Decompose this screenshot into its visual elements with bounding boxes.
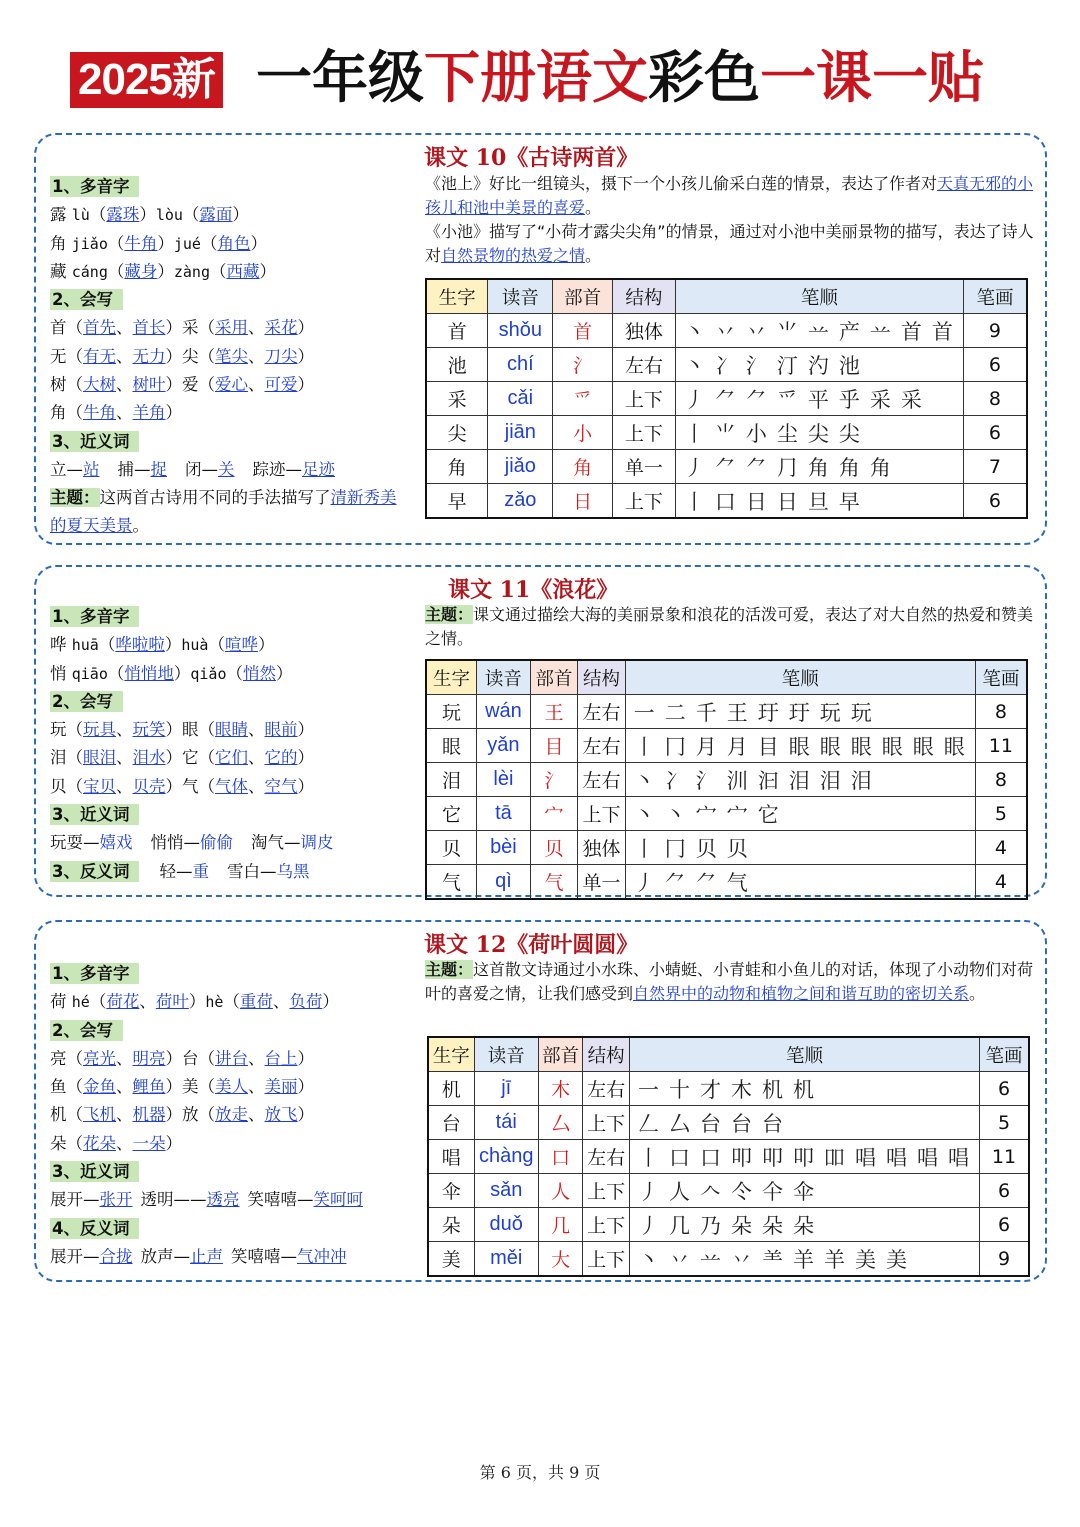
stroke-count-cell: 7 xyxy=(963,450,1027,484)
pinyin-cell: jī xyxy=(474,1072,538,1106)
char-cell: 采 xyxy=(426,382,488,416)
antonym-pair: 放声— xyxy=(140,1246,190,1266)
table-row xyxy=(426,831,1027,865)
structure-cell: 单一 xyxy=(612,450,675,484)
pinyin-cell: shǒu xyxy=(488,314,553,348)
pinyin-cell: měi xyxy=(474,1242,538,1277)
char-cell: 气 xyxy=(426,865,477,900)
stroke-count-cell: 6 xyxy=(980,1174,1029,1208)
stroke-count-cell: 6 xyxy=(963,348,1027,382)
lesson-11-char-table xyxy=(425,659,1028,900)
radical-cell: 几 xyxy=(538,1208,582,1242)
table-header-cell: 部首 xyxy=(538,1037,582,1072)
radical-cell: 大 xyxy=(538,1242,582,1277)
synonym-pair: 捕— xyxy=(117,459,151,479)
stroke-count-cell: 4 xyxy=(975,865,1027,900)
stroke-order-cell: 丶冫氵汌汩泪泪泪 xyxy=(625,763,975,797)
radical-cell: 角 xyxy=(553,450,612,484)
radical-cell: 首 xyxy=(553,314,612,348)
char-cell: 朵 xyxy=(428,1208,474,1242)
lesson-10-polyphone-row: 藏 cáng（藏身）zàng（西藏） xyxy=(50,261,276,281)
lesson-10-title: 课文 10《古诗两首》 xyxy=(424,145,639,171)
char-cell: 美 xyxy=(428,1242,474,1277)
stroke-count-cell: 9 xyxy=(963,314,1027,348)
stroke-order-cell: 丶丷丷⺌䒑产䒑首首 xyxy=(675,314,963,348)
table-row xyxy=(428,1208,1029,1242)
table-row xyxy=(428,1140,1029,1174)
table-header-cell: 部首 xyxy=(530,660,577,695)
stroke-count-cell: 4 xyxy=(975,831,1027,865)
table-header-cell: 结构 xyxy=(612,279,675,314)
table-row xyxy=(428,1174,1029,1208)
lesson-12-char-table xyxy=(427,1036,1030,1277)
synonym-pair: 闭— xyxy=(185,459,218,479)
table-header-cell: 生字 xyxy=(428,1037,474,1072)
table-row xyxy=(426,416,1027,450)
lesson-11-polyphone-row: 悄 qiāo（悄悄地）qiǎo（悄然） xyxy=(50,663,293,683)
table-row xyxy=(426,797,1027,831)
pinyin-cell: duǒ xyxy=(474,1208,538,1242)
structure-cell: 独体 xyxy=(578,831,625,865)
stroke-count-cell: 5 xyxy=(980,1106,1029,1140)
pinyin-cell: jiǎo xyxy=(488,450,553,484)
radical-cell: 王 xyxy=(530,695,577,729)
structure-cell: 左右 xyxy=(612,348,675,382)
antonym-pair: 雪白— xyxy=(226,861,277,881)
synonym-pair: 展开— xyxy=(50,1190,100,1210)
radical-cell: 贝 xyxy=(530,831,577,865)
lesson-10-write-row: 首（首先、首长）采（采用、采花） xyxy=(50,318,314,338)
char-cell: 池 xyxy=(426,348,488,382)
stroke-count-cell: 6 xyxy=(980,1072,1029,1106)
pinyin-cell: qì xyxy=(477,865,531,900)
radical-cell: 人 xyxy=(538,1174,582,1208)
synonym-pair: 笑嘻嘻— xyxy=(247,1190,314,1210)
char-cell: 玩 xyxy=(426,695,477,729)
stroke-order-cell: 一十才木机机 xyxy=(630,1072,980,1106)
radical-cell: 氵 xyxy=(553,348,612,382)
char-cell: 泪 xyxy=(426,763,477,797)
structure-cell: 上下 xyxy=(578,797,625,831)
stroke-count-cell: 9 xyxy=(980,1242,1029,1277)
antonym-pair: 笑嘻嘻— xyxy=(231,1246,297,1266)
stroke-count-cell: 11 xyxy=(980,1140,1029,1174)
radical-cell: 目 xyxy=(530,729,577,763)
table-row xyxy=(428,1072,1029,1106)
structure-cell: 左右 xyxy=(583,1072,630,1106)
lesson-11-title: 课文 11《浪花》 xyxy=(448,577,619,603)
stroke-count-cell: 6 xyxy=(980,1208,1029,1242)
stroke-order-cell: 丶丶宀宀它 xyxy=(625,797,975,831)
table-header-cell: 结构 xyxy=(578,660,625,695)
char-cell: 角 xyxy=(426,450,488,484)
char-cell: 尖 xyxy=(426,416,488,450)
radical-cell: 木 xyxy=(538,1072,582,1106)
stroke-order-cell: 丨冂贝贝 xyxy=(625,831,975,865)
lesson-12-write-row: 机（飞机、机器）放（放走、放飞） xyxy=(50,1105,314,1125)
lesson-10-theme: 主题：这两首古诗用不同的手法描写了清新秀美的夏天美景。 xyxy=(50,488,397,536)
table-row xyxy=(426,484,1027,519)
stroke-order-cell: 丿⺈⺈爫平乎采采 xyxy=(675,382,963,416)
lesson-11-section xyxy=(34,565,1047,897)
pinyin-cell: tā xyxy=(477,797,531,831)
table-header-cell: 部首 xyxy=(553,279,612,314)
lesson-10-notes: 1、多音字 露 lù（露珠）lòu（露面） 角 jiǎo（牛角）jué（角色） 藏 cáng（藏身）zàng（西藏） 2、会写 首（首先、首长）采（采用、采花） 无（有无、无力）尖（笔尖、刀尖） 树（大树、树叶）爱（爱心、可爱） 角（牛角、羊角） 3、近义词 立—站 捕—捉 闭—关 踪迹—足迹 主题：这两首古诗用不同的手法描写了清新秀美的夏天美景。 xyxy=(50,173,405,540)
stroke-order-cell: 一二千王玗玗玩玩 xyxy=(625,695,975,729)
page-header xyxy=(0,38,1080,118)
char-cell: 早 xyxy=(426,484,488,519)
stroke-order-cell: 丿⺈⺈⺆角角角 xyxy=(675,450,963,484)
table-header-cell: 笔顺 xyxy=(630,1037,980,1072)
stroke-order-cell: 𠃋厶台台台 xyxy=(630,1106,980,1140)
char-cell: 贝 xyxy=(426,831,477,865)
synonym-pair: 立— xyxy=(50,459,83,479)
structure-cell: 上下 xyxy=(612,416,675,450)
table-row xyxy=(428,1106,1029,1140)
structure-cell: 上下 xyxy=(583,1242,630,1277)
structure-cell: 单一 xyxy=(578,865,625,900)
char-cell: 它 xyxy=(426,797,477,831)
stroke-order-cell: 丨冂月月目眼眼眼眼眼眼 xyxy=(625,729,975,763)
lesson-10-char-table xyxy=(425,278,1028,519)
structure-cell: 上下 xyxy=(583,1106,630,1140)
pinyin-cell: chí xyxy=(488,348,553,382)
synonym-pair: 踪迹— xyxy=(252,459,302,479)
table-header-cell: 读音 xyxy=(488,279,553,314)
structure-cell: 左右 xyxy=(578,695,625,729)
char-cell: 台 xyxy=(428,1106,474,1140)
pinyin-cell: bèi xyxy=(477,831,531,865)
lesson-12-write-row: 鱼（金鱼、鲤鱼）美（美人、美丽） xyxy=(50,1077,314,1097)
lesson-10-polyphone-row: 角 jiǎo（牛角）jué（角色） xyxy=(50,233,267,253)
pinyin-cell: cǎi xyxy=(488,382,553,416)
structure-cell: 上下 xyxy=(583,1208,630,1242)
synonym-pair: 透明—— xyxy=(140,1190,207,1210)
radical-cell: 日 xyxy=(553,484,612,519)
char-cell: 唱 xyxy=(428,1140,474,1174)
structure-cell: 左右 xyxy=(578,729,625,763)
stroke-count-cell: 6 xyxy=(963,484,1027,519)
pinyin-cell: lèi xyxy=(477,763,531,797)
stroke-count-cell: 6 xyxy=(963,416,1027,450)
lesson-11-write-row: 泪（眼泪、泪水）它（它们、它的） xyxy=(50,748,314,768)
page-footer: 第 6 页，共 9 页 xyxy=(479,1463,601,1482)
pinyin-cell: sǎn xyxy=(474,1174,538,1208)
char-cell: 机 xyxy=(428,1072,474,1106)
synonym-pair: 悄悄— xyxy=(150,833,200,853)
radical-cell: 小 xyxy=(553,416,612,450)
lesson-11-write-row: 贝（宝贝、贝壳）气（气体、空气） xyxy=(50,776,314,796)
pinyin-cell: zǎo xyxy=(488,484,553,519)
table-header-cell: 笔画 xyxy=(975,660,1027,695)
structure-cell: 上下 xyxy=(612,484,675,519)
lesson-10-polyphone-row: 露 lù（露珠）lòu（露面） xyxy=(50,205,249,225)
synonym-pair: 淘气— xyxy=(251,833,301,853)
lesson-12-write-row: 亮（亮光、明亮）台（讲台、台上） xyxy=(50,1048,314,1068)
lesson-10-write-row: 角（牛角、羊角） xyxy=(50,403,182,423)
structure-cell: 左右 xyxy=(583,1140,630,1174)
stroke-count-cell: 11 xyxy=(975,729,1027,763)
lesson-10-write-row: 无（有无、无力）尖（笔尖、刀尖） xyxy=(50,346,314,366)
radical-cell: 宀 xyxy=(530,797,577,831)
stroke-order-cell: 丿人𠆢仒仐伞 xyxy=(630,1174,980,1208)
char-cell: 首 xyxy=(426,314,488,348)
table-header-cell: 笔顺 xyxy=(625,660,975,695)
lesson-11-theme: 主题：课文通过描绘大海的美丽景象和浪花的活泼可爱，表达了对大自然的热爱和赞美之情。 xyxy=(425,605,1034,648)
table-row xyxy=(426,865,1027,900)
stroke-order-cell: 丿⺈⺈气 xyxy=(625,865,975,900)
lesson-12-notes: 1、多音字 荷 hé（荷花、荷叶）hè（重荷、负荷） 2、会写 亮（亮光、明亮）台（讲台、台上） 鱼（金鱼、鲤鱼）美（美人、美丽） 机（飞机、机器）放（放走、放飞） 朵（花朵、一朵） 3、近义词 展开—张开 透明——透亮 笑嘻嘻—笑呵呵 4、反义词 展开—合拢 放声—止声 笑嘻嘻—气冲冲 xyxy=(50,964,363,1266)
stroke-count-cell: 5 xyxy=(975,797,1027,831)
lesson-12-theme: 主题：这首散文诗通过小水珠、小蜻蜓、小青蛙和小鱼儿的对话，体现了小动物们对荷叶的喜爱之情，让我们感受到自然界中的动物和植物之间和谐互助的密切关系。 xyxy=(425,960,1034,1003)
table-header-cell: 笔顺 xyxy=(675,279,963,314)
lesson-11-polyphone-row: 哗 huā（哗啦啦）huà（喧哗） xyxy=(50,635,275,655)
stroke-order-cell: 丿几乃朵朵朵 xyxy=(630,1208,980,1242)
pinyin-cell: tái xyxy=(474,1106,538,1140)
lesson-11-write-row: 玩（玩具、玩笑）眼（眼睛、眼前） xyxy=(50,720,314,740)
lesson-10-intro: 《池上》好比一组镜头，摄下一个小孩儿偷采白莲的情景，表达了作者对天真无邪的小孩儿和池中美景的喜爱。 《小池》描写了“小荷才露尖尖角”的情景，通过对小池中美丽景物的描写，表达了诗人对自然景物的热爱之情。 xyxy=(425,174,1034,265)
antonym-pair: 轻— xyxy=(159,861,193,881)
table-row xyxy=(426,763,1027,797)
table-header-cell: 读音 xyxy=(477,660,531,695)
antonym-pair: 展开— xyxy=(50,1246,100,1266)
table-header-cell: 生字 xyxy=(426,279,488,314)
radical-cell: 爫 xyxy=(553,382,612,416)
stroke-count-cell: 8 xyxy=(975,763,1027,797)
lesson-12-section xyxy=(34,920,1047,1282)
lesson-12-title: 课文 12《荷叶圆圆》 xyxy=(424,932,639,958)
stroke-order-cell: 丨口口叩叩叩吅唱唱唱唱 xyxy=(630,1140,980,1174)
lesson-12-polyphone-row: 荷 hé（荷花、荷叶）hè（重荷、负荷） xyxy=(50,992,339,1012)
table-header-cell: 笔画 xyxy=(980,1037,1029,1072)
table-header-cell: 笔画 xyxy=(963,279,1027,314)
pinyin-cell: chàng xyxy=(474,1140,538,1174)
table-row xyxy=(426,382,1027,416)
structure-cell: 独体 xyxy=(612,314,675,348)
pinyin-cell: yǎn xyxy=(477,729,531,763)
pinyin-cell: jiān xyxy=(488,416,553,450)
stroke-order-cell: 丶丷䒑丷⺷羊羊美美 xyxy=(630,1242,980,1277)
year-badge: 2025新 xyxy=(70,52,223,108)
lesson-10-write-row: 树（大树、树叶）爱（爱心、可爱） xyxy=(50,375,314,395)
stroke-order-cell: 丨⺌小尘尖尖 xyxy=(675,416,963,450)
table-header-cell: 生字 xyxy=(426,660,477,695)
char-cell: 伞 xyxy=(428,1174,474,1208)
table-row xyxy=(428,1242,1029,1277)
table-row xyxy=(426,348,1027,382)
table-header-cell: 结构 xyxy=(583,1037,630,1072)
synonym-pair: 玩耍— xyxy=(50,833,100,853)
radical-cell: 氵 xyxy=(530,763,577,797)
stroke-order-cell: 丶冫氵汀汋池 xyxy=(675,348,963,382)
structure-cell: 上下 xyxy=(583,1174,630,1208)
table-row xyxy=(426,314,1027,348)
stroke-count-cell: 8 xyxy=(963,382,1027,416)
lesson-12-write-row: 朵（花朵、一朵） xyxy=(50,1133,182,1153)
table-row xyxy=(426,695,1027,729)
pinyin-cell: wán xyxy=(477,695,531,729)
page-title: 一年级下册语文彩色一课一贴 xyxy=(256,46,984,111)
lesson-11-notes: 1、多音字 哗 huā（哗啦啦）huà（喧哗） 悄 qiāo（悄悄地）qiǎo（悄然） 2、会写 玩（玩具、玩笑）眼（眼睛、眼前） 泪（眼泪、泪水）它（它们、它的） 贝（宝贝、贝壳）气（气体、空气） 3、近义词 玩耍—嬉戏 悄悄—偷偷 淘气—调皮 3、反义词 轻—重 雪白—乌黑 xyxy=(50,607,334,881)
structure-cell: 左右 xyxy=(578,763,625,797)
stroke-count-cell: 8 xyxy=(975,695,1027,729)
stroke-order-cell: 丨口日日旦早 xyxy=(675,484,963,519)
structure-cell: 上下 xyxy=(612,382,675,416)
lesson-10-section xyxy=(34,133,1047,545)
table-header-cell: 读音 xyxy=(474,1037,538,1072)
table-row xyxy=(426,450,1027,484)
radical-cell: 厶 xyxy=(538,1106,582,1140)
radical-cell: 口 xyxy=(538,1140,582,1174)
radical-cell: 气 xyxy=(530,865,577,900)
char-cell: 眼 xyxy=(426,729,477,763)
table-row xyxy=(426,729,1027,763)
